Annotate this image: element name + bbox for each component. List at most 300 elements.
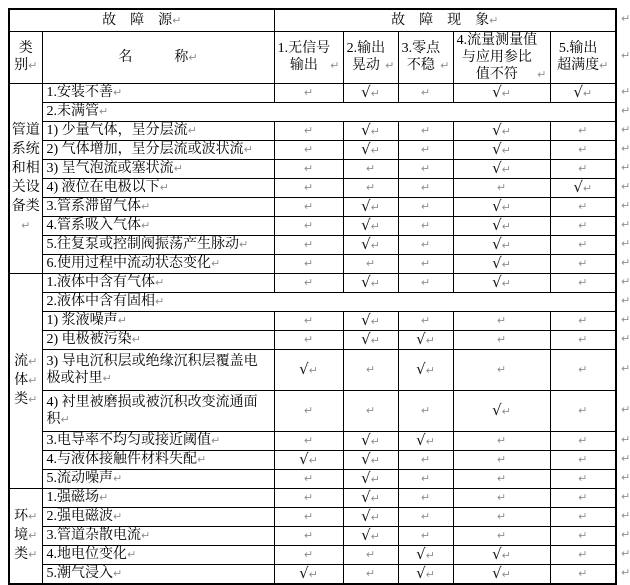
paragraph-mark: ↵ [501, 143, 511, 157]
check-mark: √ [492, 545, 502, 563]
category-label-line: 体 [14, 373, 29, 388]
check-cell-col1 [274, 273, 343, 292]
check-cell-col3 [398, 488, 453, 507]
check-mark: √ [361, 197, 371, 215]
check-mark: √ [416, 564, 426, 582]
paragraph-mark: ↵ [489, 13, 499, 27]
check-mark: √ [492, 564, 502, 582]
table-row [9, 83, 616, 102]
check-cell-col1 [274, 330, 343, 349]
paragraph-mark: ↵ [28, 529, 38, 542]
check-cell-col1 [274, 197, 343, 216]
paragraph-mark: ↵ [578, 257, 588, 270]
check-cell-col2 [343, 121, 398, 140]
paragraph-mark: ↵ [501, 238, 511, 252]
fault-name-cell [42, 349, 274, 390]
fault-name-text: 5.往复泵或控制阀振荡产生脉动 [46, 237, 239, 252]
fault-name-text: 4.管系吸入气体 [46, 218, 141, 233]
paragraph-mark: ↵ [578, 238, 588, 251]
check-cell-col4 [453, 507, 550, 526]
check-mark: √ [361, 507, 371, 525]
fault-name-text: 5.流动噪声 [46, 471, 113, 486]
check-cell-col1 [274, 526, 343, 545]
phenomenon-column-label-2: 2.输出 晃动 [346, 41, 386, 73]
fault-name-text: 3.管系滞留气体 [46, 199, 141, 214]
check-cell-col4 [453, 216, 550, 235]
check-cell-col2 [343, 254, 398, 273]
phenomenon-column-label-3: 3.零点 不稳 [401, 41, 441, 73]
check-cell-col4 [453, 235, 550, 254]
table-row [9, 488, 616, 507]
row-end-paragraph-mark: ↵ [621, 293, 630, 307]
check-cell-col5 [550, 197, 616, 216]
paragraph-mark: ↵ [578, 567, 588, 580]
check-cell-col3 [398, 254, 453, 273]
fault-name-text: 2.液体中含有固相 [46, 294, 155, 309]
name-column-header [42, 31, 274, 83]
check-mark: √ [361, 311, 371, 329]
paragraph-mark: ↵ [501, 124, 511, 138]
fault-phenomenon-header-cell [274, 9, 616, 31]
fault-name-cell [42, 83, 274, 102]
paragraph-mark: ↵ [187, 124, 197, 137]
row-end-paragraph-mark: ↵ [621, 255, 630, 269]
row-end-paragraph-mark: ↵ [621, 432, 630, 446]
check-cell-col5 [550, 254, 616, 273]
check-cell-col2 [343, 235, 398, 254]
paragraph-mark: ↵ [365, 257, 376, 270]
table-row [9, 216, 616, 235]
fault-name-text: 1.安装不善 [46, 85, 113, 100]
check-cell-col2 [343, 140, 398, 159]
paragraph-mark: ↵ [370, 200, 380, 214]
paragraph-mark: ↵ [420, 529, 431, 542]
table-row [9, 292, 616, 311]
phenomenon-column-label-4: 4.流量测量值 与应用参比 值不符 [456, 32, 538, 82]
fault-name-cell [42, 330, 274, 349]
paragraph-mark: ↵ [365, 548, 376, 561]
fault-source-header-cell [9, 9, 274, 31]
fault-name-text: 5.潮气浸入 [46, 566, 113, 581]
paragraph-mark: ↵ [28, 393, 38, 406]
fault-name-cell [42, 292, 616, 311]
check-cell-col2 [343, 507, 398, 526]
check-cell-col2 [343, 526, 398, 545]
paragraph-mark: ↵ [582, 181, 593, 195]
check-cell-col4 [453, 330, 550, 349]
paragraph-mark: ↵ [141, 219, 151, 232]
check-cell-col4 [453, 254, 550, 273]
row-end-paragraph-mark: ↵ [621, 274, 630, 288]
check-cell-col5 [550, 390, 616, 431]
paragraph-mark: ↵ [28, 59, 38, 72]
category-label-line: 境 [14, 528, 29, 543]
check-cell-col1 [274, 431, 343, 450]
paragraph-mark: ↵ [425, 567, 435, 581]
paragraph-mark: ↵ [496, 472, 507, 485]
fault-name-text: 1) 浆液噪声 [46, 313, 118, 328]
paragraph-mark: ↵ [578, 143, 588, 156]
check-cell-col1 [274, 507, 343, 526]
fault-name-cell [42, 235, 274, 254]
paragraph-mark: ↵ [370, 472, 380, 486]
paragraph-mark: ↵ [303, 510, 314, 523]
check-cell-col2 [343, 564, 398, 584]
paragraph-mark: ↵ [308, 453, 318, 467]
fault-name-text: 3.电导率不均匀或接近阈值 [46, 433, 211, 448]
fault-name-text: 1.液体中含有气体 [46, 275, 155, 290]
paragraph-mark: ↵ [303, 548, 314, 561]
check-cell-col4 [453, 159, 550, 178]
paragraph-mark: ↵ [370, 434, 380, 448]
category-label-line: 环 [14, 509, 29, 524]
table-row [9, 178, 616, 197]
fault-name-cell [42, 140, 274, 159]
fault-name-text: 2.强电磁波 [46, 509, 113, 524]
check-cell-col2 [343, 178, 398, 197]
fault-name-cell [42, 431, 274, 450]
paragraph-mark: ↵ [303, 181, 314, 194]
row-end-paragraph-mark: ↵ [621, 565, 630, 579]
check-cell-col2 [343, 349, 398, 390]
paragraph-mark: ↵ [578, 434, 588, 447]
check-cell-col5 [550, 330, 616, 349]
paragraph-mark: ↵ [159, 181, 169, 194]
paragraph-mark: ↵ [496, 491, 507, 504]
paragraph-mark: ↵ [28, 355, 38, 368]
row-end-paragraph-mark: ↵ [621, 402, 630, 416]
paragraph-mark: ↵ [141, 200, 151, 213]
check-cell-col4 [453, 390, 550, 431]
paragraph-mark: ↵ [501, 567, 511, 581]
fault-name-cell [42, 545, 274, 564]
table-row [9, 197, 616, 216]
category-label-line: 系统 [11, 142, 40, 157]
check-mark: √ [361, 273, 371, 291]
fault-name-text: 4.与液体接触件材料失配 [46, 452, 197, 467]
paragraph-mark: ↵ [131, 333, 141, 346]
fault-name-cell [42, 311, 274, 330]
check-cell-col1 [274, 235, 343, 254]
check-cell-col2 [343, 469, 398, 488]
fault-phenomenon-title: 故 障 现 象 [391, 12, 490, 28]
table-row [9, 311, 616, 330]
fault-name-text: 3) 呈气泡流或塞状流 [46, 161, 174, 176]
category-label-line: 管道 [11, 123, 40, 138]
paragraph-mark: ↵ [582, 86, 593, 100]
paragraph-mark: ↵ [420, 314, 431, 327]
check-cell-col3 [398, 159, 453, 178]
fault-name-cell [42, 450, 274, 469]
check-cell-col1 [274, 254, 343, 273]
paragraph-mark: ↵ [188, 50, 198, 64]
category-label-line: 类 [14, 392, 29, 407]
check-cell-col3 [398, 140, 453, 159]
paragraph-mark: ↵ [578, 510, 588, 523]
paragraph-mark: ↵ [420, 181, 431, 194]
category-column-header [9, 31, 42, 83]
check-cell-col3 [398, 507, 453, 526]
table-row [9, 254, 616, 273]
check-cell-col2 [343, 450, 398, 469]
table-row [9, 140, 616, 159]
check-cell-col4 [453, 121, 550, 140]
row-end-paragraph-mark: ↵ [621, 546, 630, 560]
row-end-paragraph-mark: ↵ [621, 141, 630, 155]
check-cell-col1 [274, 564, 343, 584]
paragraph-mark: ↵ [303, 276, 314, 289]
paragraph-mark: ↵ [113, 510, 123, 523]
check-cell-col5 [550, 545, 616, 564]
paragraph-mark: ↵ [155, 295, 165, 308]
paragraph-mark: ↵ [578, 453, 588, 466]
paragraph-mark: ↵ [330, 59, 340, 72]
paragraph-mark: ↵ [578, 529, 588, 542]
check-mark: √ [492, 159, 502, 177]
paragraph-mark: ↵ [28, 548, 38, 561]
check-cell-col4 [453, 178, 550, 197]
check-cell-col3 [398, 121, 453, 140]
check-mark: √ [492, 254, 502, 272]
row-end-paragraph-mark: ↵ [621, 527, 630, 541]
paragraph-mark: ↵ [113, 472, 123, 485]
check-mark: √ [361, 330, 371, 348]
check-cell-col3 [398, 330, 453, 349]
fault-name-text: 4.地电位变化 [46, 547, 127, 562]
row-end-paragraph-mark: ↵ [621, 84, 630, 98]
row-end-paragraph-mark: ↵ [621, 103, 630, 117]
check-mark: √ [573, 83, 583, 101]
category-label-line: 关设 [11, 180, 40, 195]
paragraph-mark: ↵ [537, 67, 547, 81]
paragraph-mark: ↵ [102, 371, 112, 385]
category-cell-1 [9, 83, 42, 273]
check-cell-col3 [398, 178, 453, 197]
paragraph-mark: ↵ [501, 404, 511, 418]
paragraph-mark: ↵ [303, 162, 314, 175]
category-cell-3 [9, 488, 42, 584]
paragraph-mark: ↵ [113, 567, 123, 580]
check-cell-col4 [453, 140, 550, 159]
paragraph-mark: ↵ [370, 238, 380, 252]
fault-name-cell [42, 507, 274, 526]
fault-name-cell [42, 273, 274, 292]
paragraph-mark: ↵ [599, 59, 609, 72]
paragraph-mark: ↵ [365, 404, 376, 417]
paragraph-mark: ↵ [420, 491, 431, 504]
paragraph-mark: ↵ [370, 529, 380, 543]
paragraph-mark: ↵ [308, 567, 318, 581]
fault-name-text: 3) 导电沉积层或绝缘沉积层覆盖电极或衬里 [46, 353, 258, 386]
fault-name-text: 4) 液位在电极以下 [46, 180, 160, 195]
fault-name-text: 2) 电极被污染 [46, 332, 132, 347]
paragraph-mark: ↵ [440, 59, 450, 72]
paragraph-mark: ↵ [501, 219, 511, 233]
check-mark: √ [416, 359, 426, 378]
paragraph-mark: ↵ [303, 472, 314, 485]
table-row [9, 390, 616, 431]
fault-name-cell [42, 197, 274, 216]
phenomenon-column-header-5 [550, 31, 616, 83]
check-cell-col2 [343, 197, 398, 216]
check-cell-col1 [274, 159, 343, 178]
paragraph-mark: ↵ [578, 333, 588, 346]
phenomenon-column-header-4 [453, 31, 550, 83]
paragraph-mark: ↵ [99, 491, 109, 504]
fault-name-cell [42, 159, 274, 178]
paragraph-mark: ↵ [303, 314, 314, 327]
fault-name-cell [42, 564, 274, 584]
paragraph-mark: ↵ [496, 434, 507, 447]
check-cell-col5 [550, 469, 616, 488]
paragraph-mark: ↵ [365, 181, 376, 194]
paragraph-mark: ↵ [420, 472, 431, 485]
check-mark: √ [299, 564, 309, 582]
check-cell-col3 [398, 545, 453, 564]
paragraph-mark: ↵ [370, 314, 380, 328]
check-cell-col2 [343, 311, 398, 330]
paragraph-mark: ↵ [496, 314, 507, 327]
check-cell-col4 [453, 197, 550, 216]
table-row [9, 469, 616, 488]
paragraph-mark: ↵ [365, 162, 376, 175]
table-row [9, 545, 616, 564]
fault-name-cell [42, 469, 274, 488]
check-cell-col4 [453, 311, 550, 330]
fault-name-cell [42, 121, 274, 140]
paragraph-mark: ↵ [239, 238, 249, 251]
check-cell-col1 [274, 469, 343, 488]
row-end-paragraph-mark: ↵ [621, 312, 630, 326]
check-cell-col5 [550, 311, 616, 330]
check-cell-col3 [398, 83, 453, 102]
fault-name-text: 3.管道杂散电流 [46, 528, 141, 543]
paragraph-mark: ↵ [303, 529, 314, 542]
paragraph-mark: ↵ [28, 510, 38, 523]
paragraph-mark: ↵ [303, 200, 314, 213]
check-cell-col5 [550, 273, 616, 292]
fault-table [8, 8, 617, 585]
fault-name-text: 6.使用过程中流动状态变化 [46, 256, 211, 271]
check-cell-col1 [274, 311, 343, 330]
check-mark: √ [299, 450, 309, 468]
table-row [9, 330, 616, 349]
paragraph-mark: ↵ [211, 434, 221, 447]
paragraph-mark: ↵ [243, 143, 253, 156]
paragraph-mark: ↵ [501, 276, 511, 290]
check-mark: √ [361, 431, 371, 449]
check-cell-col3 [398, 431, 453, 450]
check-cell-col3 [398, 273, 453, 292]
paragraph-mark: ↵ [60, 412, 70, 426]
paragraph-mark: ↵ [370, 219, 380, 233]
check-cell-col4 [453, 349, 550, 390]
fault-name-cell [42, 390, 274, 431]
paragraph-mark: ↵ [385, 59, 395, 72]
check-cell-col5 [550, 488, 616, 507]
fault-name-cell [42, 216, 274, 235]
paragraph-mark: ↵ [496, 453, 507, 466]
paragraph-mark: ↵ [420, 453, 431, 466]
check-cell-col3 [398, 526, 453, 545]
check-cell-col5 [550, 526, 616, 545]
check-mark: √ [361, 121, 371, 139]
check-mark: √ [361, 235, 371, 253]
paragraph-mark: ↵ [578, 472, 588, 485]
check-cell-col1 [274, 349, 343, 390]
check-mark: √ [492, 235, 502, 253]
paragraph-mark: ↵ [303, 404, 314, 417]
paragraph-mark: ↵ [578, 200, 588, 213]
paragraph-mark: ↵ [425, 363, 435, 377]
check-cell-col5 [550, 159, 616, 178]
check-cell-col5 [550, 450, 616, 469]
paragraph-mark: ↵ [578, 363, 588, 376]
category-label-line: 和相 [11, 161, 40, 176]
paragraph-mark: ↵ [501, 162, 511, 176]
paragraph-mark: ↵ [578, 314, 588, 327]
paragraph-mark: ↵ [127, 548, 137, 561]
paragraph-mark: ↵ [370, 510, 380, 524]
paragraph-mark: ↵ [370, 86, 380, 100]
check-mark: √ [361, 469, 371, 487]
row-end-paragraph-mark: ↵ [621, 331, 630, 345]
row-end-paragraph-mark: ↵ [621, 489, 630, 503]
check-mark: √ [492, 273, 502, 291]
check-mark: √ [492, 400, 502, 419]
paragraph-mark: ↵ [425, 333, 435, 347]
check-cell-col5 [550, 431, 616, 450]
table-body [9, 83, 616, 584]
check-mark: √ [416, 431, 426, 449]
check-cell-col3 [398, 235, 453, 254]
paragraph-mark: ↵ [370, 276, 380, 290]
paragraph-mark: ↵ [28, 374, 38, 387]
table-row [9, 507, 616, 526]
paragraph-mark: ↵ [365, 567, 376, 580]
name-column-label: 名 称 [118, 49, 189, 65]
check-cell-col5 [550, 121, 616, 140]
paragraph-mark: ↵ [420, 404, 431, 417]
paragraph-mark: ↵ [303, 143, 314, 156]
check-mark: √ [492, 197, 502, 215]
check-cell-col1 [274, 216, 343, 235]
paragraph-mark: ↵ [303, 257, 314, 270]
fault-name-cell [42, 254, 274, 273]
paragraph-mark: ↵ [303, 219, 314, 232]
paragraph-mark: ↵ [496, 333, 507, 346]
row-end-paragraph-mark: ↵ [621, 451, 630, 465]
fault-name-text: 1) 少量气体，呈分层流 [46, 123, 188, 138]
check-mark: √ [492, 83, 502, 101]
check-mark: √ [361, 140, 371, 158]
check-cell-col2 [343, 330, 398, 349]
check-cell-col1 [274, 545, 343, 564]
paragraph-mark: ↵ [496, 181, 507, 194]
check-mark: √ [492, 216, 502, 234]
check-cell-col2 [343, 488, 398, 507]
paragraph-mark: ↵ [370, 143, 380, 157]
row-end-paragraph-mark: ↵ [621, 12, 630, 25]
paragraph-mark: ↵ [308, 363, 318, 377]
fault-name-cell [42, 102, 616, 121]
check-cell-col1 [274, 450, 343, 469]
paragraph-mark: ↵ [211, 257, 221, 270]
paragraph-mark: ↵ [99, 105, 109, 118]
fault-name-text: 2.未满管 [46, 104, 99, 119]
paragraph-mark: ↵ [420, 257, 431, 270]
phenomenon-column-header-3 [398, 31, 453, 83]
